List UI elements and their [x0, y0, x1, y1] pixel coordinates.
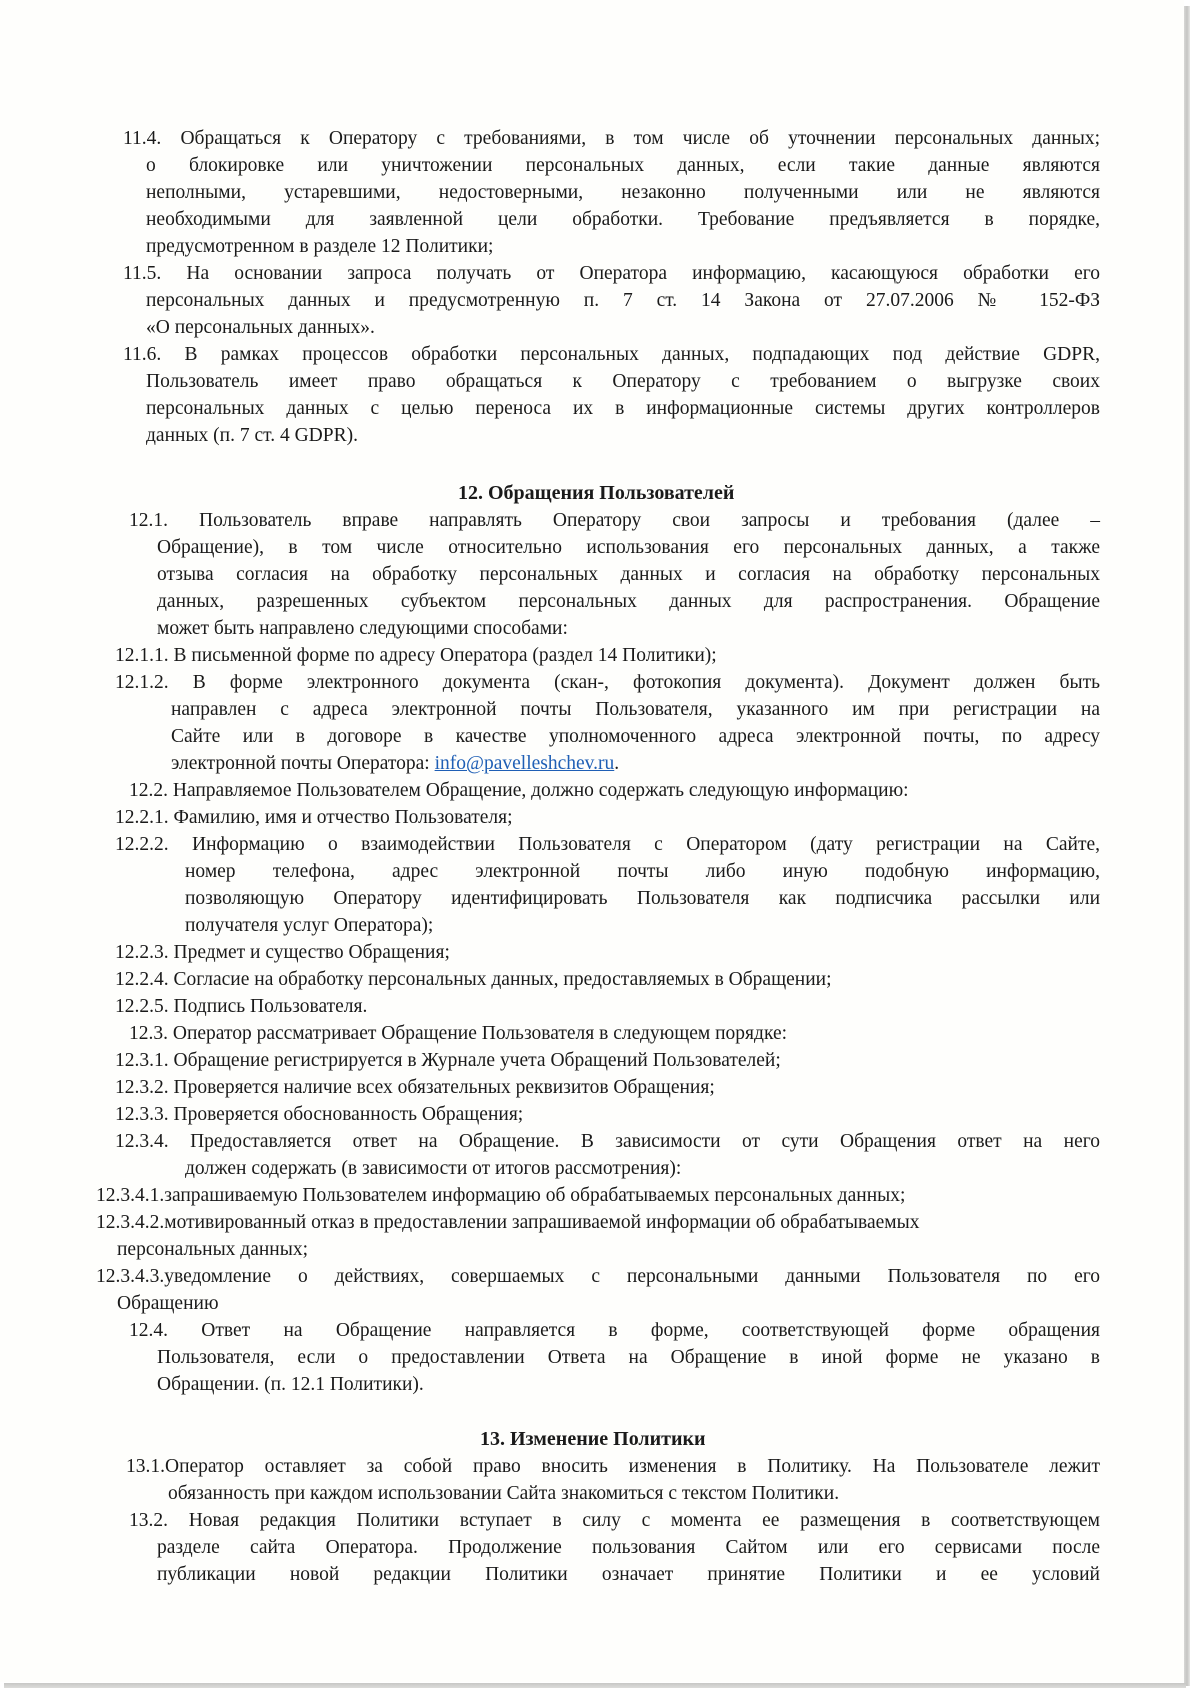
clause-11-4-line: о блокировке или уничтожении персональных данных, если такие данные являются [146, 155, 1100, 176]
clause-12-1-line: Обращение), в том числе относительно использования его персональных данных, а также [157, 537, 1100, 558]
clause-11-6-line: персональных данных с целью переноса их в информационные системы других контроллеров [146, 398, 1100, 419]
clause-12-1-2: 12.1.2. В форме электронного документа (скан-, фотокопия документа). Документ должен быть [115, 672, 1100, 693]
clause-12-1-2-line: направлен с адреса электронной почты Пользователя, указанного им при регистрации на [171, 699, 1100, 720]
clause-number: 12.3.4.2. [96, 1212, 165, 1233]
clause-12-1-2-line: Сайте или в договоре в качестве уполномоченного адреса электронной почты, по адресу [171, 726, 1100, 747]
clause-number: 12.1. [129, 510, 168, 531]
clause-12-3-4-2: 12.3.4.2.мотивированный отказ в предоставлении запрашиваемой информации об обрабатываемых [96, 1212, 920, 1233]
clause-number: 11.5. [123, 263, 162, 284]
clause-number: 12.4. [129, 1320, 168, 1341]
clause-number: 12.3.2. [115, 1077, 169, 1098]
clause-11-4: 11.4. Обращаться к Оператору с требованиями, в том числе об уточнении персональных данных; [123, 128, 1100, 149]
clause-11-5-line: персональных данных и предусмотренную п. 7 ст. 14 Закона от 27.07.2006 № 152-ФЗ [146, 290, 1100, 311]
clause-number: 12.3.4.3. [96, 1266, 165, 1287]
clause-11-4-line: предусмотренном в разделе 12 Политики; [146, 236, 494, 257]
clause-number: 11.6. [123, 344, 162, 365]
clause-12-2-4: 12.2.4. Согласие на обработку персональных данных, предоставляемых в Обращении; [115, 969, 832, 990]
clause-12-2-3: 12.2.3. Предмет и существо Обращения; [115, 942, 450, 963]
clause-12-3-2: 12.3.2. Проверяется наличие всех обязательных реквизитов Обращения; [115, 1077, 715, 1098]
page-bottom-shadow [4, 1683, 1186, 1688]
clause-12-3-4: 12.3.4. Предоставляется ответ на Обращение. В зависимости от сути Обращения ответ на него [115, 1131, 1101, 1152]
clause-number: 12.2.2. [115, 834, 169, 855]
clause-number: 12.3.4. [115, 1131, 169, 1152]
clause-13-1: 13.1.Оператор оставляет за собой право вносить изменения в Политику. На Пользователе лежит [126, 1456, 1100, 1477]
clause-11-4-line: необходимыми для заявленной цели обработки. Требование предъявляется в порядке, [146, 209, 1100, 230]
clause-number: 12.2. [129, 780, 168, 801]
operator-email-link[interactable]: info@pavelleshchev.ru [434, 753, 615, 774]
clause-11-4-line: неполными, устаревшими, недостоверными, незаконно полученными или не являются [146, 182, 1100, 203]
clause-13-2-line: публикации новой редакции Политики означает принятие Политики и ее условий [157, 1564, 1100, 1585]
clause-12-3-4-1: 12.3.4.1.запрашиваемую Пользователем информацию об обрабатываемых персональных данных; [96, 1185, 906, 1206]
clause-number: 12.1.2. [115, 672, 169, 693]
clause-12-2-5: 12.2.5. Подпись Пользователя. [115, 996, 368, 1017]
clause-number: 12.2.5. [115, 996, 169, 1017]
page-edge-shadow [1184, 6, 1190, 1686]
section-12-heading: 12. Обращения Пользователей [458, 482, 735, 504]
clause-12-4-line: Обращении. (п. 12.1 Политики). [157, 1374, 424, 1395]
clause-number: 13.1. [126, 1456, 165, 1477]
clause-number: 13.2. [129, 1510, 168, 1531]
clause-12-2-1: 12.2.1. Фамилию, имя и отчество Пользователя; [115, 807, 513, 828]
clause-12-1-line: отзыва согласия на обработку персональных данных и согласия на обработку персональных [157, 564, 1100, 585]
clause-11-6-line: данных (п. 7 ст. 4 GDPR). [146, 425, 358, 446]
clause-12-1-line: может быть направлено следующими способами: [157, 618, 568, 639]
clause-13-2: 13.2. Новая редакция Политики вступает в силу с момента ее размещения в соответствующем [129, 1510, 1101, 1531]
clause-number: 12.2.3. [115, 942, 169, 963]
clause-12-3-4-line: должен содержать (в зависимости от итогов рассмотрения): [185, 1158, 682, 1179]
clause-12-3-4-2-line: персональных данных; [117, 1239, 309, 1260]
clause-12-1: 12.1. Пользователь вправе направлять Оператору свои запросы и требования (далее – [129, 510, 1101, 531]
clause-12-3-1: 12.3.1. Обращение регистрируется в Журнале учета Обращений Пользователей; [115, 1050, 781, 1071]
clause-12-4-line: Пользователя, если о предоставлении Ответа на Обращение в иной форме не указано в [157, 1347, 1100, 1368]
section-13-heading: 13. Изменение Политики [480, 1428, 706, 1450]
clause-number: 12.3.3. [115, 1104, 169, 1125]
clause-12-2-2-line: номер телефона, адрес электронной почты либо иную подобную информацию, [185, 861, 1100, 882]
clause-13-1-line: обязанность при каждом использовании Сайта знакомиться с текстом Политики. [168, 1483, 840, 1504]
clause-12-1-1: 12.1.1. В письменной форме по адресу Оператора (раздел 14 Политики); [115, 645, 717, 666]
clause-11-5-line: «О персональных данных». [146, 317, 375, 338]
clause-12-3-3: 12.3.3. Проверяется обоснованность Обращения; [115, 1104, 524, 1125]
clause-11-5: 11.5. На основании запроса получать от Оператора информацию, касающуюся обработки его [123, 263, 1101, 284]
clause-number: 12.3.1. [115, 1050, 169, 1071]
clause-number: 12.2.1. [115, 807, 169, 828]
clause-12-2: 12.2. Направляемое Пользователем Обращение, должно содержать следующую информацию: [129, 780, 909, 801]
clause-12-3-4-3: 12.3.4.3.уведомление о действиях, совершаемых с персональными данными Пользователя по его [96, 1266, 1100, 1287]
clause-11-6: 11.6. В рамках процессов обработки персональных данных, подпадающих под действие GDPR, [123, 344, 1100, 365]
clause-12-2-2: 12.2.2. Информацию о взаимодействии Пользователя с Оператором (дату регистрации на Сайте, [115, 834, 1101, 855]
clause-12-2-2-line: получателя услуг Оператора); [185, 915, 434, 936]
clause-13-2-line: разделе сайта Оператора. Продолжение пользования Сайтом или его сервисами после [157, 1537, 1100, 1558]
clause-12-1-line: данных, разрешенных субъектом персональных данных для распространения. Обращение [157, 591, 1100, 612]
clause-number: 11.4. [123, 128, 162, 149]
clause-11-6-line: Пользователь имеет право обращаться к Оператору с требованием о выгрузке своих [146, 371, 1100, 392]
clause-12-1-2-line: электронной почты Оператора: info@pavelleshchev.ru. [171, 753, 620, 774]
clause-number: 12.3. [129, 1023, 168, 1044]
clause-number: 12.3.4.1. [96, 1185, 165, 1206]
clause-12-2-2-line: позволяющую Оператору идентифицировать Пользователя как подписчика рассылки или [185, 888, 1100, 909]
clause-12-4: 12.4. Ответ на Обращение направляется в форме, соответствующей форме обращения [129, 1320, 1100, 1341]
clause-12-3-4-3-line: Обращению [117, 1293, 219, 1314]
clause-number: 12.1.1. [115, 645, 169, 666]
clause-number: 12.2.4. [115, 969, 169, 990]
clause-12-3: 12.3. Оператор рассматривает Обращение Пользователя в следующем порядке: [129, 1023, 788, 1044]
